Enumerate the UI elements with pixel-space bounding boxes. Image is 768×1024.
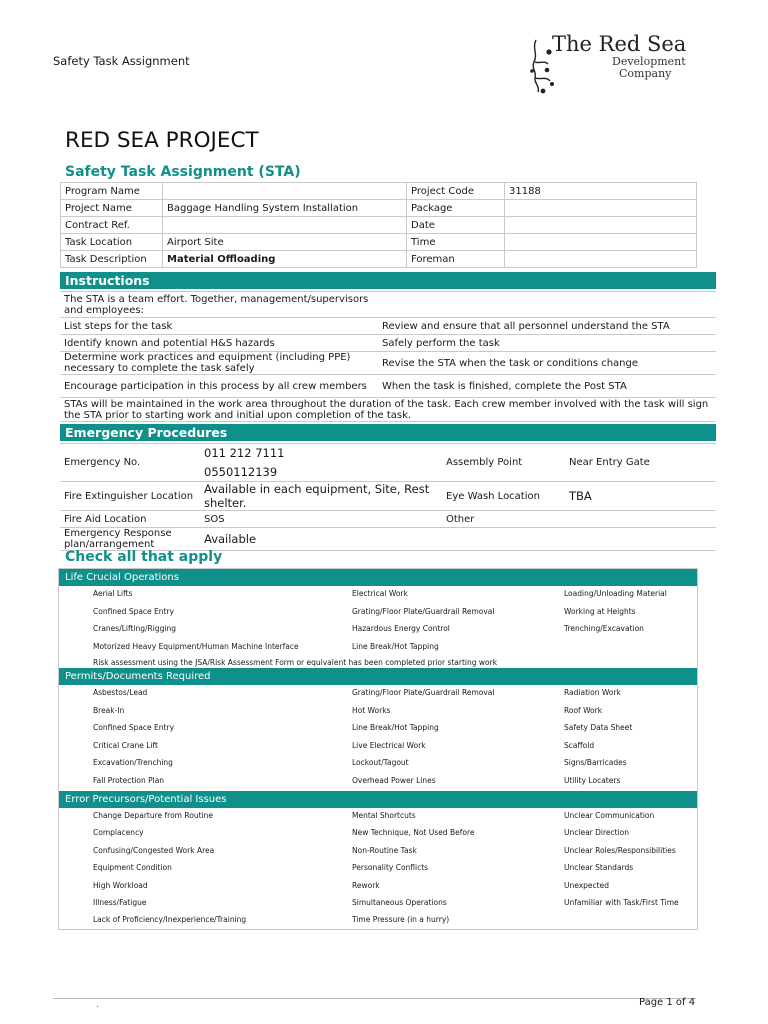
checklist-item[interactable]: Lockout/Tagout [352, 758, 409, 768]
instructions-footer: STAs will be maintained in the work area throughout the duration of the task. Each crew member involved with the task will sign the STA prior to starting work and initial upon completion of the task. [60, 398, 716, 422]
emergency-table [60, 443, 716, 551]
checklist-item[interactable]: Unclear Communication [564, 811, 655, 820]
other-value[interactable] [565, 511, 716, 528]
risk-assessment-item[interactable]: Risk assessment using the JSA/Risk Assessment Form or equivalent has been completed prior starting work [93, 658, 498, 667]
checklist-item[interactable]: Signs/Barricades [564, 758, 627, 768]
checklist-item[interactable]: Loading/Unloading Material [564, 589, 667, 598]
emergency-no-2: 0550112139 [204, 465, 278, 479]
checklist-item[interactable]: Hazardous Energy Control [352, 624, 450, 634]
instruction-item: Review and ensure that all personnel understand the STA [378, 318, 716, 335]
checklist-item[interactable]: Cranes/Lifting/Rigging [93, 624, 176, 634]
instruction-item: List steps for the task [60, 318, 378, 335]
project-code-value[interactable]: 31188 [505, 183, 697, 200]
emergency-no-label: Emergency No. [60, 444, 200, 482]
checklist-item[interactable]: Unclear Roles/Responsibilities [564, 845, 676, 855]
checklist-item[interactable]: Fall Protection Plan [93, 776, 165, 785]
date-label: Date [407, 217, 505, 234]
project-name-value[interactable]: Baggage Handling System Installation [163, 200, 407, 217]
package-label: Package [407, 200, 505, 217]
other-label: Other [442, 511, 565, 528]
task-location-value[interactable]: Airport Site [163, 234, 407, 251]
instruction-item: Safely perform the task [378, 335, 716, 352]
sta-heading: Safety Task Assignment (STA) [65, 164, 301, 180]
checklist-item[interactable]: Mental Shortcuts [352, 811, 416, 820]
contract-ref-value[interactable] [163, 217, 407, 234]
response-plan-label: Emergency Response plan/arrangement [60, 528, 200, 551]
task-location-label: Task Location [61, 234, 163, 251]
header-label: Safety Task Assignment [53, 54, 190, 68]
checklist-item[interactable]: Grating/Floor Plate/Guardrail Removal [352, 606, 495, 616]
response-plan-value: Available [200, 528, 442, 551]
permits-heading: Permits/Documents Required [59, 668, 697, 685]
project-name-label: Project Name [61, 200, 163, 217]
checklist-item[interactable]: Scaffold [564, 740, 595, 750]
footer-divider [53, 998, 696, 999]
fire-extinguisher-value: Available in each equipment, Site, Rest shelter. [200, 482, 442, 511]
checklist-item[interactable]: Live Electrical Work [352, 740, 426, 750]
checklist-item[interactable]: Illness/Fatigue [93, 898, 147, 907]
coral-icon [528, 38, 554, 96]
checklist-item[interactable]: Lack of Proficiency/Inexperience/Training [93, 915, 247, 925]
checklist-item[interactable]: High Workload [93, 880, 148, 890]
project-code-label: Project Code [407, 183, 505, 200]
checklist-item[interactable]: New Technique, Not Used Before [352, 828, 475, 838]
checklist-item[interactable]: Overhead Power Lines [352, 776, 436, 785]
foreman-value[interactable] [505, 251, 697, 268]
logo-line-2: Development [612, 55, 686, 68]
checklist-item[interactable]: Safety Data Sheet [564, 723, 633, 733]
life-crucial-heading: Life Crucial Operations [59, 569, 697, 586]
checklist-item[interactable]: Asbestos/Lead [93, 688, 148, 697]
fire-extinguisher-label: Fire Extinguisher Location [60, 482, 200, 511]
project-info-table [60, 182, 697, 268]
checklist-item[interactable]: Radiation Work [564, 688, 621, 697]
checklist-item[interactable]: Complacency [93, 828, 144, 838]
logo-line-3: Company [619, 67, 672, 80]
checklist-item[interactable]: Rework [352, 880, 380, 890]
checklist-item[interactable]: Confusing/Congested Work Area [93, 845, 215, 855]
fire-aid-label: Fire Aid Location [60, 511, 200, 528]
task-description-label: Task Description [61, 251, 163, 268]
checklist-item[interactable]: Electrical Work [352, 589, 408, 598]
checklist-item[interactable]: Motorized Heavy Equipment/Human Machine Interface [93, 641, 299, 651]
checklist-item[interactable]: Roof Work [564, 705, 603, 715]
instruction-item: Revise the STA when the task or conditions change [378, 352, 716, 375]
page-number: Page 1 of 4 [639, 997, 696, 1008]
precursors-heading: Error Precursors/Potential Issues [59, 791, 697, 808]
program-name-value[interactable] [163, 183, 407, 200]
instruction-item: Encourage participation in this process by all crew members [60, 375, 378, 398]
checklist-item[interactable]: Excavation/Trenching [93, 758, 173, 768]
instruction-item: Determine work practices and equipment (including PPE) necessary to complete the task safely [60, 352, 378, 375]
contract-ref-label: Contract Ref. [61, 217, 163, 234]
checklist-item[interactable]: Change Departure from Routine [93, 811, 213, 820]
checklist-item[interactable]: Equipment Condition [93, 863, 172, 873]
checklist-item[interactable]: Unexpected [564, 880, 609, 890]
emergency-no-1: 011 212 7111 [204, 446, 285, 460]
checklist-item[interactable]: Trenching/Excavation [564, 624, 644, 634]
checklist-item[interactable]: Aerial Lifts [93, 589, 133, 598]
footer-mark: . [96, 1000, 99, 1010]
assembly-point-label: Assembly Point [442, 444, 565, 482]
instructions-intro: The STA is a team effort. Together, management/supervisors and employees: [60, 292, 378, 318]
checklist-item[interactable]: Unclear Standards [564, 863, 634, 873]
package-value[interactable] [505, 200, 697, 217]
checklist-item[interactable]: Critical Crane Lift [93, 740, 158, 750]
program-name-label: Program Name [61, 183, 163, 200]
checklist-item[interactable]: Break-In [93, 705, 125, 715]
checklist-item[interactable]: Hot Works [352, 705, 391, 715]
assembly-point-value: Near Entry Gate [565, 444, 716, 482]
time-label: Time [407, 234, 505, 251]
checklist-item[interactable]: Confined Space Entry [93, 723, 175, 733]
foreman-label: Foreman [407, 251, 505, 268]
task-description-value[interactable]: Material Offloading [163, 251, 407, 268]
checklist-heading: Check all that apply [65, 549, 223, 565]
checklist-item[interactable]: Confined Space Entry [93, 606, 175, 616]
time-value[interactable] [505, 234, 697, 251]
instructions-heading: Instructions [60, 272, 716, 289]
instructions-table [60, 291, 716, 422]
fire-aid-value: SOS [200, 511, 442, 528]
checklist-item[interactable]: Simultaneous Operations [352, 898, 447, 907]
checklist-item[interactable]: Grating/Floor Plate/Guardrail Removal [352, 688, 495, 697]
date-value[interactable] [505, 217, 697, 234]
checklist-item[interactable]: Utility Locaters [564, 776, 621, 785]
instruction-item: Identify known and potential H&S hazards [60, 335, 378, 352]
checklist-item[interactable]: Unfamiliar with Task/First Time [564, 898, 679, 907]
checklist-item[interactable]: Unclear Direction [564, 828, 630, 838]
checklist-item[interactable]: Line Break/Hot Tapping [352, 641, 439, 651]
eye-wash-label: Eye Wash Location [442, 482, 565, 511]
eye-wash-value: TBA [565, 482, 716, 511]
page-title: RED SEA PROJECT [65, 128, 259, 153]
company-logo [528, 30, 688, 100]
emergency-heading: Emergency Procedures [60, 424, 716, 441]
checklist-item[interactable]: Line Break/Hot Tapping [352, 723, 439, 733]
checklist-item[interactable]: Time Pressure (in a hurry) [352, 915, 450, 925]
checklist-item[interactable]: Working at Heights [564, 606, 636, 616]
checklist-item[interactable]: Non-Routine Task [352, 845, 417, 855]
instruction-item: When the task is finished, complete the Post STA [378, 375, 716, 398]
checklist-item[interactable]: Personality Conflicts [352, 863, 429, 873]
logo-line-1: The Red Sea [552, 32, 687, 56]
